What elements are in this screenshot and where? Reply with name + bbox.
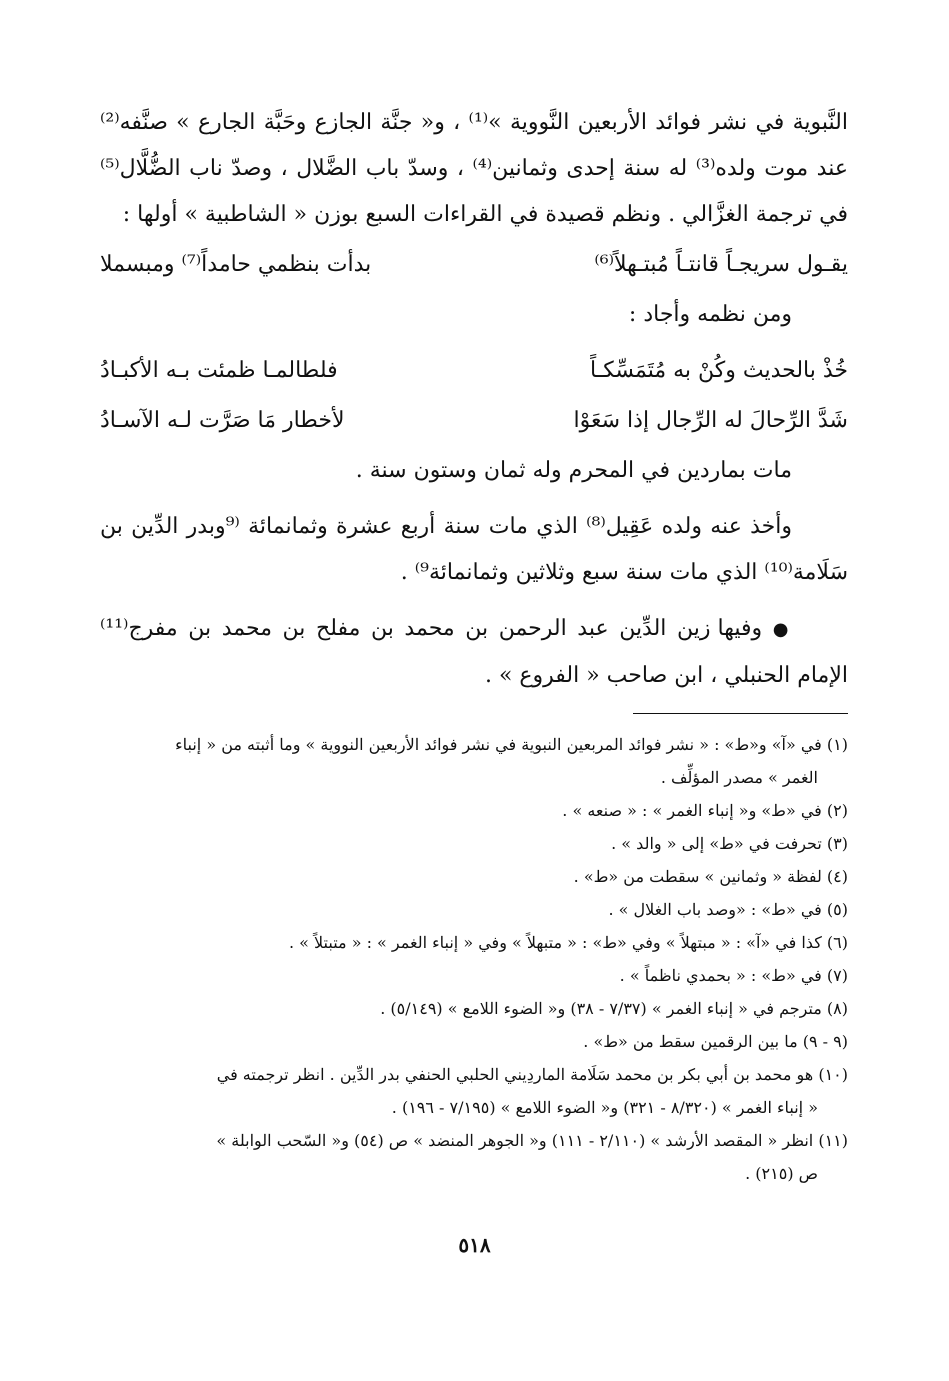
- footnote-1-line-1: (١) في «آ» و«ط» : « نشر فوائد المربعين النبوية في نشر فوائد الأربعين النووية » وما أثبته من « إنباء: [175, 735, 848, 754]
- footnote-10: [100, 1058, 848, 1124]
- footnote-10-line-2: « إنباء الغمر » (٨/٣٢٠ - ٣٢١) و« الضوء اللامع » (٧/١٩٥ - ١٩٦) .: [391, 1098, 818, 1117]
- verse-line-1: [100, 242, 848, 288]
- footnote-separator: [633, 713, 848, 714]
- footnote-1: [100, 728, 848, 794]
- page-number: ٥١٨: [458, 1233, 491, 1257]
- footnote-9: (٩ - ٩) ما بين الرقمين سقط من «ط» .: [583, 1032, 848, 1051]
- paragraph-intro: النَّبوية في نشر فوائد الأربعين النَّووية »⁽¹⁾ ، و« جنَّة الجازع وحَبَّة الجارع » صنَّفه⁽²⁾ عند موت ولده⁽³⁾ له سنة إحدى وثمانين⁽⁴⁾ ، وسدّ باب الضَّلال ، وصدّ ناب الضُّلَّال⁽⁵⁾ في ترجمة الغزَّالي . ونظم قصيدة في القراءات السبع بوزن « الشاطبية » أولها :: [100, 110, 848, 227]
- footnote-2: (٢) في «ط» و« إنباء الغمر » : « صنعه » .: [562, 801, 848, 820]
- verse-3-first-hemistich: شَدَّ الرِّحالَ له الرِّجال إذا سَعَوْا: [573, 408, 848, 433]
- footnote-6: (٦) كذا في «آ» : « مبتهلاً » وفي «ط» : « متبهلاً » وفي « إنباء الغمر » : « متبتلاً » .: [288, 933, 848, 952]
- verse-3-second-hemistich: لأخطار مَا صَرَّت لـه الآسـادُ: [100, 408, 345, 433]
- footnote-5: (٥) في «ط» : «وصد باب الغلال » .: [608, 900, 848, 919]
- bullet-icon: ●: [772, 619, 792, 640]
- footnote-8: (٨) مترجم في « إنباء الغمر » (٧/٣٧ - ٣٨) و« الضوء اللامع » (٥/١٤٩) .: [380, 999, 848, 1018]
- paragraph-death: مات بماردين في المحرم وله ثمان وستون سنة .: [355, 458, 792, 483]
- verse-1-second-hemistich: بدأت بنظمي حامداً⁽⁷⁾ ومبسملا: [100, 252, 372, 277]
- footnote-4: (٤) لفظة « وثمانين » سقطت من «ط» .: [573, 867, 848, 886]
- paragraph-students: وأخذ عنه ولده عَقِيل⁽⁸⁾ الذي مات سنة أربع عشرة وثمانمائة ⁽⁹وبدر الدِّين بن سَلَامة⁽¹⁰⁾ الذي مات سنة سبع وثلاثين وثمانمائة⁹⁾ .: [100, 514, 848, 585]
- footnote-10-line-1: (١٠) هو محمد بن أبي بكر بن محمد سَلَامة الماردِيني الحلبي الحنفي بدر الدِّين . انظر ترجمته في: [216, 1065, 848, 1084]
- verse-line-2: [100, 348, 848, 394]
- paragraph-zayn-al-din: [100, 606, 848, 699]
- footnote-11-line-2: ص (٢١٥) .: [745, 1164, 818, 1183]
- verse-2-second-hemistich: فلطالمـا ظمئت بـه الأكبـادُ: [100, 358, 338, 383]
- verse-2-first-hemistich: خُذْ بالحديث وكُنْ به مُتَمَسِّكـاً: [590, 358, 848, 383]
- footnote-11-line-1: (١١) انظر « المقصد الأرشد » (٢/١١٠ - ١١١) و« الجوهر المنضد » ص (٥٤) و« السّحب الوابلة »: [216, 1131, 848, 1150]
- paragraph-zayn-al-din-text: وفيها زين الدِّين عبد الرحمن بن محمد بن مفلح بن محمد بن مفرج⁽¹¹⁾ الإمام الحنبلي ، ابن صاحب « الفروع » .: [100, 616, 848, 688]
- verse-1-first-hemistich: يقـول سريجـاً قانتـاً مُبتـهلاً⁽⁶⁾: [594, 252, 848, 277]
- footnote-3: (٣) تحرفت في «ط» إلى « والد » .: [611, 834, 848, 853]
- page-body: [100, 100, 848, 1190]
- footnote-11: [100, 1124, 848, 1190]
- footnote-7: (٧) في «ط» : « بحمدي ناظماً » .: [619, 966, 848, 985]
- footnote-1-line-2: الغمر » مصدر المؤلِّف .: [660, 768, 818, 787]
- paragraph-poem-intro: ومن نظمه وأجاد :: [628, 302, 792, 327]
- verse-line-3: [100, 398, 848, 444]
